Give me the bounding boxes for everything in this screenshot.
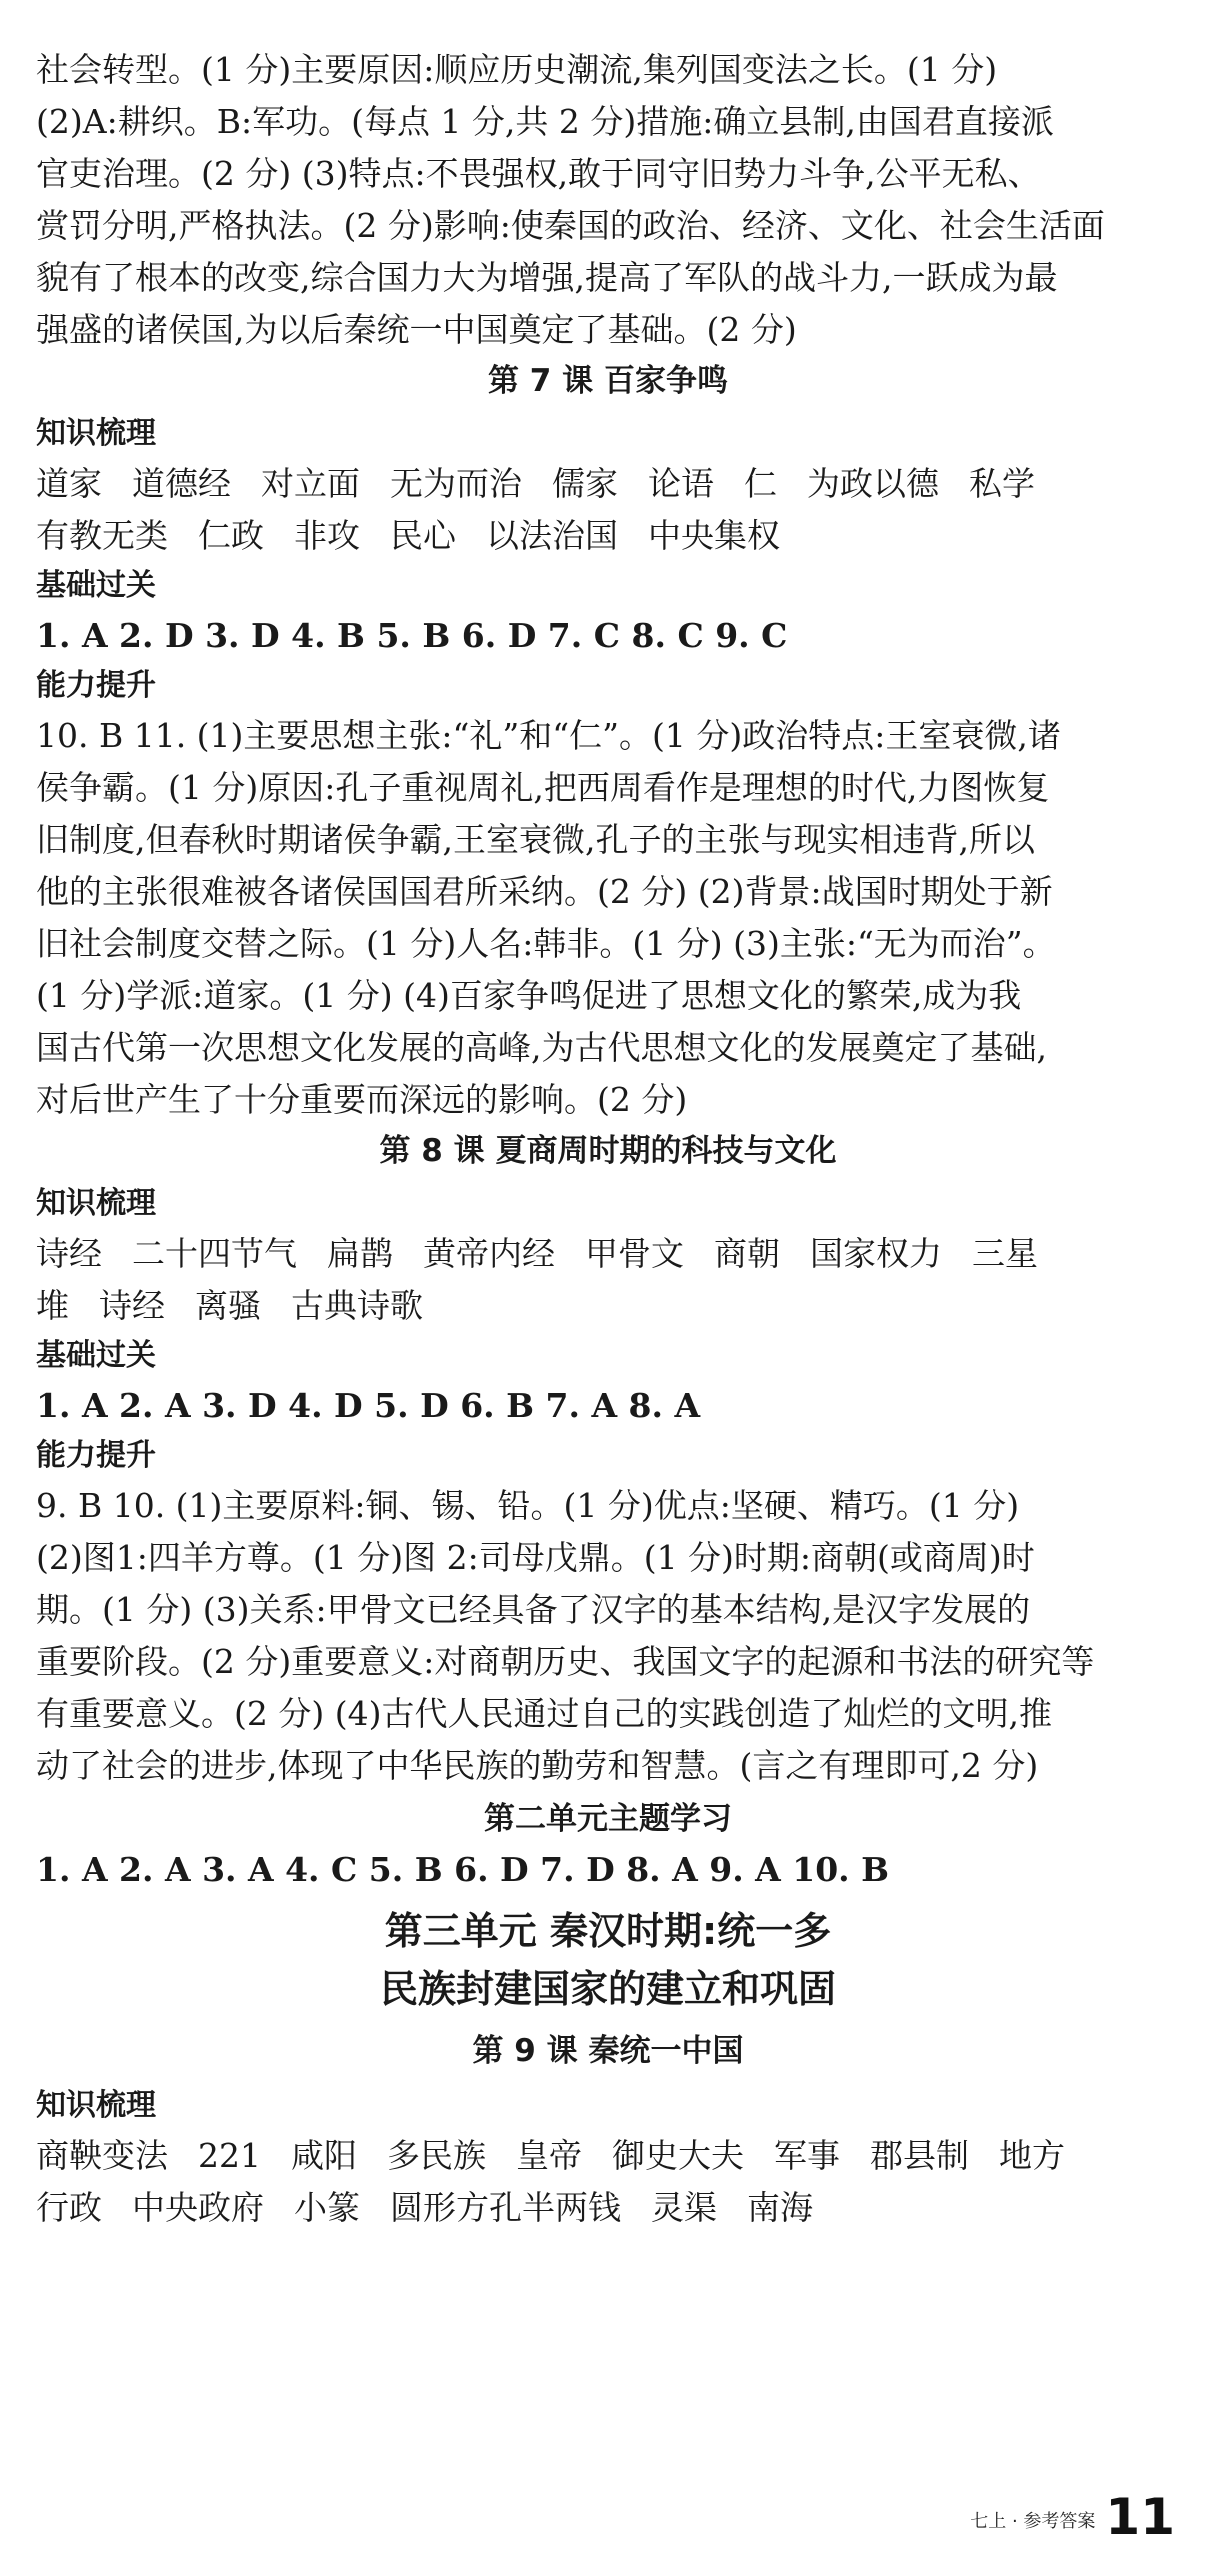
ability-line: 旧制度,但春秋时期诸侯争霸,王室衰微,孔子的主张与现实相违背,所以 [36,820,1035,859]
term: 多民族 [387,2136,486,2175]
ability-line: 有重要意义。(2 分) (4)古代人民通过自己的实践创造了灿烂的文明,推 [36,1694,1052,1733]
unit-2-review-title: 第二单元主题学习 [484,1801,732,1837]
knowledge-heading: 知识梳理 [36,416,156,451]
term: 对立面 [261,464,360,503]
knowledge-terms-row [36,514,810,558]
basic-heading: 基础过关 [36,568,156,603]
ability-line: 动了社会的进步,体现了中华民族的勤劳和智慧。(言之有理即可,2 分) [36,1746,1039,1785]
unit-2-review-answers: 1. A 2. A 3. A 4. C 5. B 6. D 7. D 8. A 9. A 10. B [36,1850,890,1889]
lesson-7-title: 第 7 课 百家争鸣 [488,363,728,399]
term: 离骚 [195,1286,261,1325]
term: 甲骨文 [585,1234,684,1273]
term: 仁政 [198,516,264,555]
term: 扁鹊 [327,1234,393,1273]
unit-3-title: 第三单元 秦汉时期:统一多 [384,1909,832,1953]
intro-line: 强盛的诸侯国,为以后秦统一中国奠定了基础。(2 分) [36,310,797,349]
ability-line: 重要阶段。(2 分)重要意义:对商朝历史、我国文字的起源和书法的研究等 [36,1642,1095,1681]
knowledge-terms-row [36,1232,1038,1276]
ability-line: 侯争霸。(1 分)原因:孔子重视周礼,把西周看作是理想的时代,力图恢复 [36,768,1050,807]
term: 古典诗歌 [291,1286,423,1325]
intro-line: 官吏治理。(2 分) (3)特点:不畏强权,敢于同守旧势力斗争,公平无私、 [36,154,1041,193]
basic-heading: 基础过关 [36,1338,156,1373]
ability-line: (2)图1:四羊方尊。(1 分)图 2:司母戊鼎。(1 分)时期:商朝(或商周)时 [36,1538,1035,1577]
ability-heading: 能力提升 [36,1438,156,1473]
knowledge-terms-row [36,2134,1065,2178]
footer-label: 七上 · 参考答案 [970,2511,1096,2532]
term: 商鞅变法 [36,2136,168,2175]
unit-3-title: 民族封建国家的建立和巩固 [379,1967,836,2011]
term: 道德经 [132,464,231,503]
intro-line: (2)A:耕织。B:军功。(每点 1 分,共 2 分)措施:确立县制,由国君直接派 [36,102,1054,141]
knowledge-terms-row [36,2186,843,2230]
ability-line: 期。(1 分) (3)关系:甲骨文已经具备了汉字的基本结构,是汉字发展的 [36,1590,1031,1629]
knowledge-terms-row [36,1284,453,1328]
term: 御史大夫 [612,2136,744,2175]
term: 咸阳 [291,2136,357,2175]
page-footer [970,2488,1175,2546]
term: 郡县制 [870,2136,969,2175]
term: 民心 [390,516,456,555]
term: 灵渠 [651,2188,717,2227]
ability-heading: 能力提升 [36,668,156,703]
term: 皇帝 [516,2136,582,2175]
term: 论语 [648,464,714,503]
term: 地方 [999,2136,1065,2175]
ability-line: 旧社会制度交替之际。(1 分)人名:韩非。(1 分) (3)主张:“无为而治”。 [36,924,1056,963]
term: 中央政府 [132,2188,264,2227]
knowledge-heading: 知识梳理 [36,2088,156,2123]
knowledge-terms-row [36,462,1035,506]
term: 无为而治 [390,464,522,503]
intro-line: 社会转型。(1 分)主要原因:顺应历史潮流,集列国变法之长。(1 分) [36,50,998,89]
page-number: 11 [1105,2488,1175,2546]
term: 以法治国 [486,516,618,555]
ability-line: 他的主张很难被各诸侯国国君所采纳。(2 分) (2)背景:战国时期处于新 [36,872,1053,911]
term: 小篆 [294,2188,360,2227]
term: 仁 [744,464,777,503]
ability-line: 国古代第一次思想文化发展的高峰,为古代思想文化的发展奠定了基础, [36,1028,1047,1067]
term: 商朝 [714,1234,780,1273]
lesson-9-title: 第 9 课 秦统一中国 [472,2033,744,2069]
term: 圆形方孔半两钱 [390,2188,621,2227]
term: 诗经 [99,1286,165,1325]
term: 221 [198,2136,261,2175]
term: 中央集权 [648,516,780,555]
term: 堆 [36,1286,69,1325]
intro-line: 赏罚分明,严格执法。(2 分)影响:使秦国的政治、经济、文化、社会生活面 [36,206,1105,245]
basic-answers: 1. A 2. A 3. D 4. D 5. D 6. B 7. A 8. A [36,1386,701,1425]
basic-answers: 1. A 2. D 3. D 4. B 5. B 6. D 7. C 8. C 9. C [36,616,788,655]
ability-line: 10. B 11. (1)主要思想主张:“礼”和“仁”。(1 分)政治特点:王室衰微,诸 [36,716,1061,755]
term: 行政 [36,2188,102,2227]
term: 私学 [969,464,1035,503]
term: 军事 [774,2136,840,2175]
term: 道家 [36,464,102,503]
term: 黄帝内经 [423,1234,555,1273]
term: 南海 [747,2188,813,2227]
term: 二十四节气 [132,1234,297,1273]
ability-line: 9. B 10. (1)主要原料:铜、锡、铅。(1 分)优点:坚硬、精巧。(1 分) [36,1486,1020,1525]
term: 非攻 [294,516,360,555]
term: 诗经 [36,1234,102,1273]
intro-line: 貌有了根本的改变,综合国力大为增强,提高了军队的战斗力,一跃成为最 [36,258,1058,297]
term: 三星 [972,1234,1038,1273]
knowledge-heading: 知识梳理 [36,1186,156,1221]
term: 为政以德 [807,464,939,503]
term: 国家权力 [810,1234,942,1273]
ability-line: 对后世产生了十分重要而深远的影响。(2 分) [36,1080,688,1119]
ability-line: (1 分)学派:道家。(1 分) (4)百家争鸣促进了思想文化的繁荣,成为我 [36,976,1022,1015]
term: 有教无类 [36,516,168,555]
lesson-8-title: 第 8 课 夏商周时期的科技与文化 [379,1133,837,1169]
term: 儒家 [552,464,618,503]
